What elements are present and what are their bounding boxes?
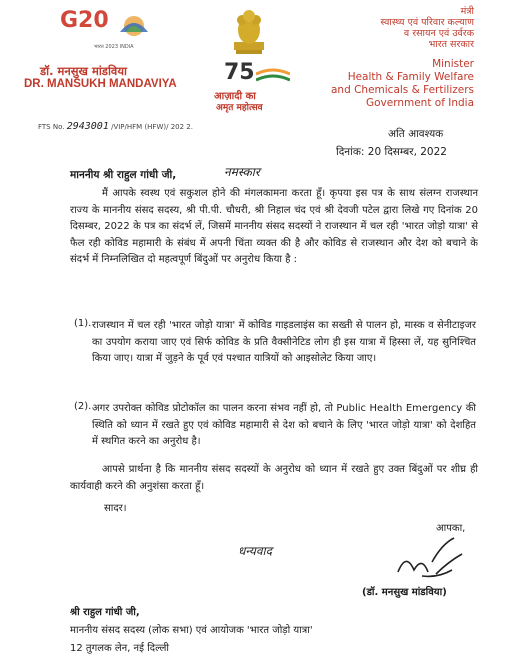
letter-date: दिनांक: 20 दिसम्बर, 2022 [336,146,447,158]
national-emblem-icon [228,2,270,58]
signatory-name: (डॉ. मनसुख मांडविया) [362,587,447,598]
request-paragraph: आपसे प्रार्थना है कि माननीय संसद सदस्यों के अनुरोध को ध्यान में रखते हुए उक्त बिंदुओं पर शीघ्र ही कार्यवाही करने की अनुशंसा करता हूँ। [70,464,478,492]
letter-intro-paragraph: मैं आपके स्वस्थ एवं सकुशल होने की मंगलकामना करता हूँ। कृपया इस पत्र के साथ संलग्न राजस्थान राज्य के माननीय संसद सदस्य, श्री पी.पी. चौधरी, श्री निहाल चंद एवं श्री देवजी पटेल द्वारा लिखे गए दिनांक 20 दिसम्बर, 2022 के पत्र का संदर्भ लें, जिसमें माननीय संसद सदस्यों ने राजस्थान में चल रही 'भारत जोड़ो यात्रा' से फैल रही कोविड महामारी के संबंध में अपनी चिंता व्यक्त की है और कोविड से राजस्थान और देश को बचाने के संदर्भ में निम्नलिखित दो महत्वपूर्ण बिंदुओं पर अनुरोध किया है : [70,188,478,266]
handwritten-greeting: नमस्कार [224,165,260,179]
fts-suffix: /VIP/HFM (HFW)/ 202 2. [111,123,193,131]
closing-text: आपका, [436,523,466,534]
azadi-ka-amrit-mahotsav-logo [210,60,300,116]
handwritten-thanks: धन्यवाद [238,544,273,558]
ministry-english-line: Minister [432,58,474,70]
ministry-english-line: Government of India [365,97,474,109]
address-line: श्री राहुल गांधी जी, [70,607,140,618]
ministry-hindi-line: मंत्री [460,6,474,17]
point-number: (1). [74,318,92,329]
tricolor-icon [256,68,290,86]
point-text: अगर उपरोक्त कोविड प्रोटोकॉल का पालन करना संभव नहीं हो, तो Public Health Emergency की स्थिति को ध्यान में रखते हुए एवं कोविड महामारी से देश को बचाने के लिए 'भारत जोड़ो यात्रा' को देशहित में स्थगित करने का अनुरोध है। [92,403,476,448]
g20-logo-subtitle: भारत 2023 INDIA [94,44,134,50]
address-line: माननीय संसद सदस्य (लोक सभा) एवं आयोजक 'भारत जोड़ो यात्रा' [70,625,313,636]
azadi-logo-line1: आज़ादी का [214,91,256,102]
azadi-logo-line2: अमृत महोत्सव [216,103,263,113]
ministry-english-line: Health & Family Welfare [347,71,474,83]
ministry-hindi-line: स्वास्थ्य एवं परिवार कल्याण [380,17,474,28]
g20-logo-text: G20 [60,8,109,33]
fts-number: 2943001 [66,121,109,132]
fts-prefix: FTS No. [38,123,65,131]
lotus-icon [116,10,152,38]
minister-name-english: DR. MANSUKH MANDAVIYA [24,78,177,90]
ministry-hindi-line: भारत सरकार [428,39,474,50]
point-text: राजस्थान में चल रही 'भारत जोड़ो यात्रा' में कोविड गाइडलाइंस का सख्ती से पालन हो, मास्क व सेनीटाइजर का उपयोग कराया जाए एवं सिर्फ कोविड के प्रति वैक्सीनेटिड लोग ही इस यात्रा में हिस्सा लें, यह सुनिश्चित किया जाए। यात्रा में जुड़ने के पूर्व एवं पश्चात यात्रियों को आइसोलेट किया जाए। [92,320,476,365]
point-number: (2). [74,401,92,412]
ministry-english-line: and Chemicals & Fertilizers [330,84,474,96]
ministry-hindi-block [380,6,474,50]
ministry-hindi-line: व रसायन एवं उर्वरक [403,28,474,39]
ministry-english-block [331,58,474,110]
azadi-logo-number: 75 [224,60,255,85]
regards-text: सादर। [104,503,127,514]
g20-logo [60,8,210,58]
urgency-label: अति आवश्यक [388,128,444,140]
address-line: 12 तुगलक लेन, नई दिल्ली [70,643,169,654]
signature-icon [392,532,472,582]
fts-reference [38,121,193,132]
minister-name-hindi: डॉ. मनसुख मांडविया [40,64,127,78]
salutation: माननीय श्री राहुल गांधी जी, [70,169,177,181]
